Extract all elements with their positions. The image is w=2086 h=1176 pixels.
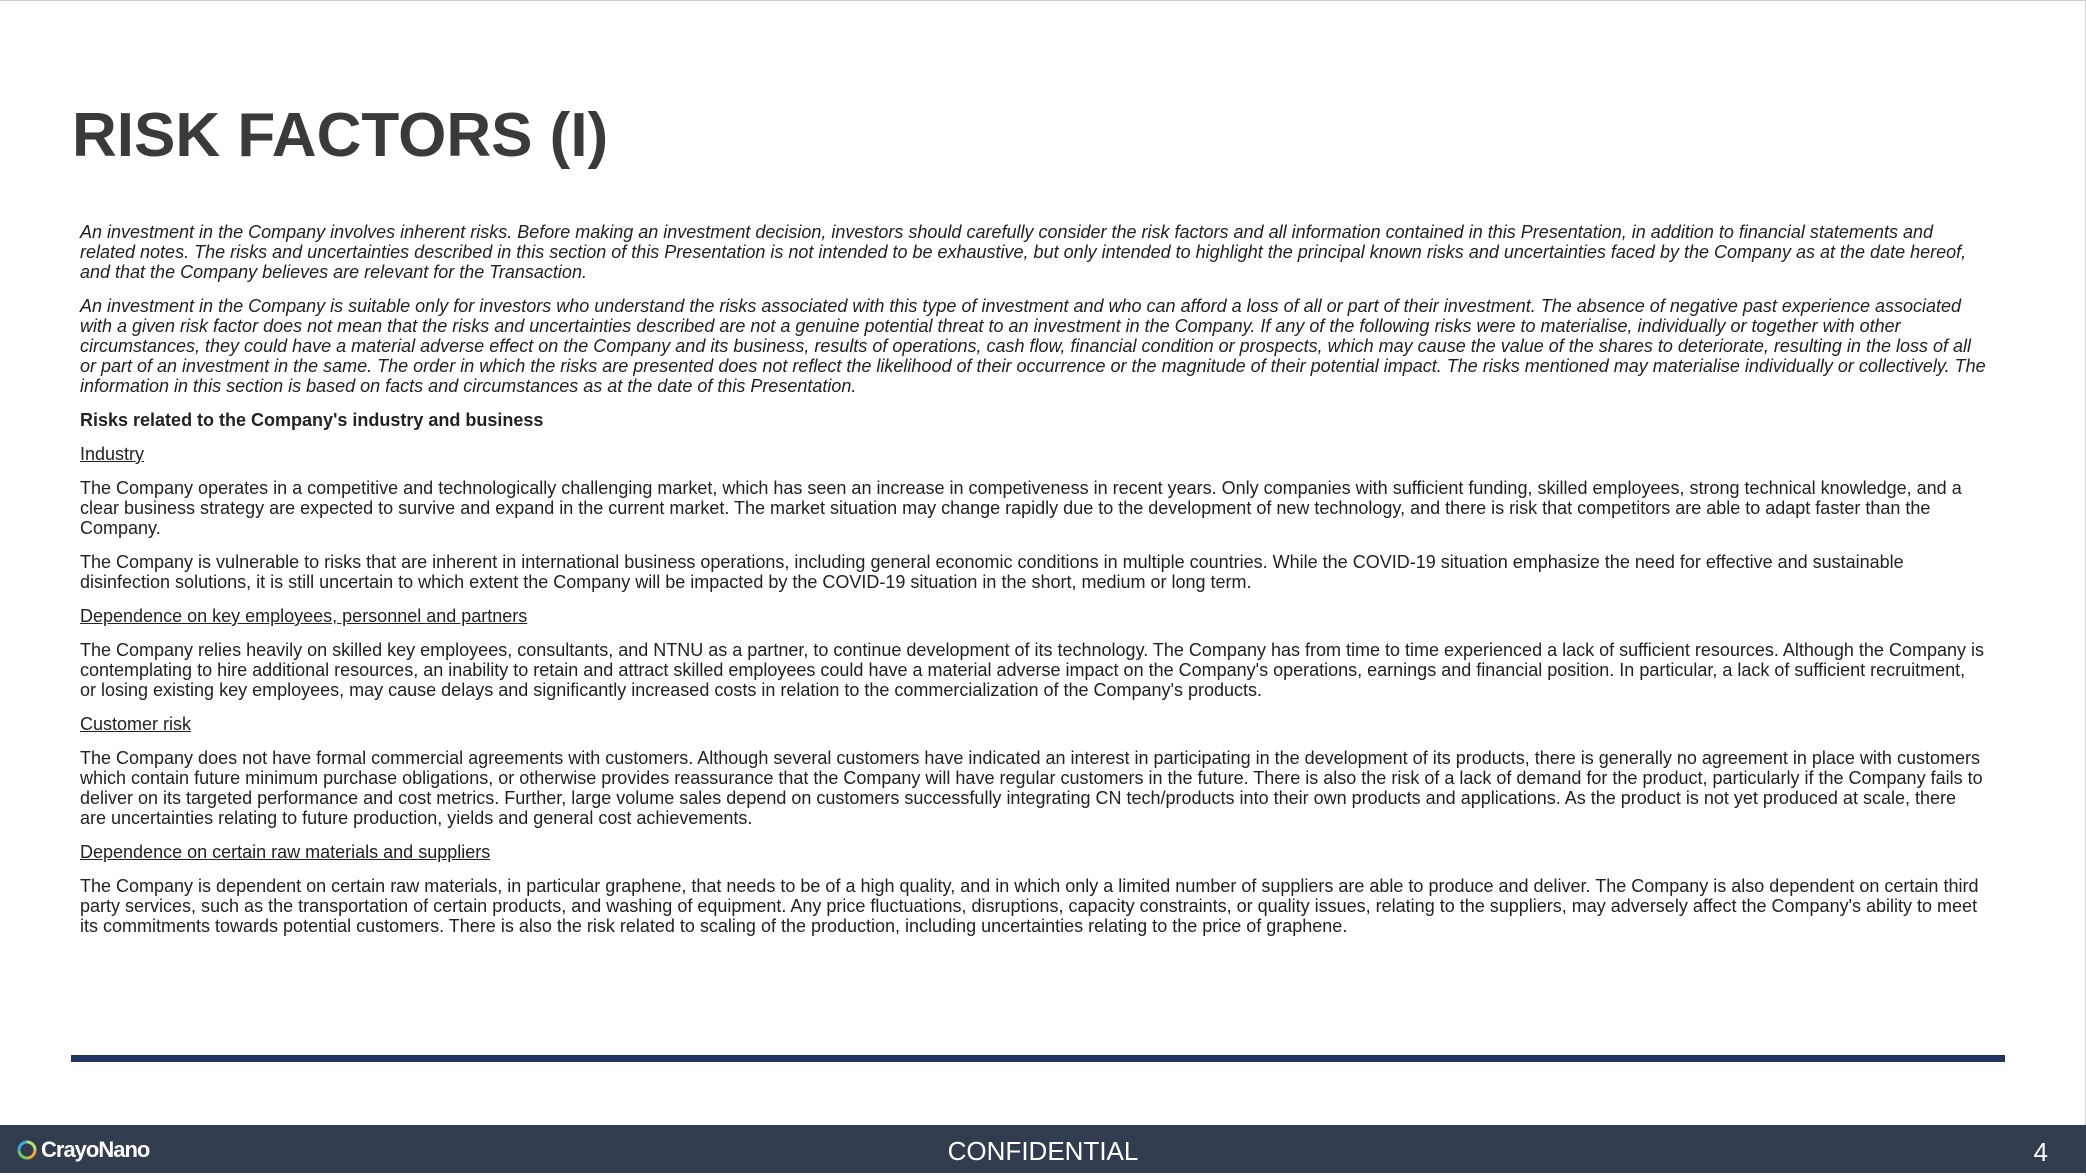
- page-number: 4: [2033, 1137, 2048, 1167]
- risk-factors-body: [80, 222, 1986, 950]
- top-border: [0, 0, 2086, 1]
- intro-paragraph: An investment in the Company involves inherent risks. Before making an investment decision, investors should carefully consider the risk factors and all information contained in this Presentation, in addition to financial statements and related notes. The risks and uncertainties described in this section of this Presentation is not intended to be exhaustive, but only intended to highlight the principal known risks and uncertainties faced by the Company as at the date hereof, and that the Company believes are relevant for the Transaction.: [80, 222, 1967, 282]
- confidential-label: CONFIDENTIAL: [947, 1136, 1139, 1166]
- footer-bar: [0, 1125, 2086, 1173]
- subheading-customer-risk: Customer risk: [80, 714, 192, 734]
- intro-paragraph: An investment in the Company is suitable only for investors who understand the risks associated with this type of investment and who can afford a loss of all or part of their investment. The absence of negative past experience associated with a given risk factor does not mean that the risks and uncertainties described are not a genuine potential threat to an investment in the Company. If any of the following risks were to materialise, individually or together with other circumstances, they could have a material adverse effect on the Company and its business, results of operations, cash flow, financial condition or prospects, which may cause the value of the shares to deteriorate, resulting in the loss of all or part of an investment in the same. The order in which the risks are presented does not reflect the likelihood of their occurrence or the magnitude of their potential impact. The risks mentioned may materialise individually or collectively. The information in this section is based on facts and circumstances as at the date of this Presentation.: [80, 296, 1986, 396]
- subheading-raw-materials: Dependence on certain raw materials and suppliers: [80, 842, 491, 862]
- footer-divider: [71, 1055, 2005, 1062]
- subheading-industry: Industry: [80, 444, 145, 464]
- subheading-key-employees: Dependence on key employees, personnel and partners: [80, 606, 528, 626]
- page-title: RISK FACTORS (I): [72, 101, 609, 170]
- body-paragraph: The Company does not have formal commercial agreements with customers. Although several customers have indicated an interest in participating in the development of its products, there is generally no agreement in place with customers which contain future minimum purchase obligations, or otherwise provides reassurance that the Company will have regular customers in the future. There is also the risk of a lack of demand for the product, particularly if the Company fails to deliver on its targeted performance and cost metrics. Further, large volume sales depend on customers successfully integrating CN tech/products into their own products and applications. As the product is not yet produced at scale, there are uncertainties relating to future production, yields and general cost achievements.: [80, 748, 1983, 828]
- section-heading: Risks related to the Company's industry and business: [80, 410, 544, 430]
- body-paragraph: The Company relies heavily on skilled key employees, consultants, and NTNU as a partner, to continue development of its technology. The Company has from time to time experienced a lack of sufficient resources. Although the Company is contemplating to hire additional resources, an inability to retain and attract skilled employees could have a material adverse impact on the Company's operations, earnings and financial position. In particular, a lack of sufficient recruitment, or losing existing key employees, may cause delays and significantly increased costs in relation to the commercialization of the Company's products.: [80, 640, 1984, 700]
- body-paragraph: The Company operates in a competitive and technologically challenging market, which has seen an increase in competiveness in recent years. Only companies with sufficient funding, skilled employees, strong technical knowledge, and a clear business strategy are expected to survive and expand in the current market. The market situation may change rapidly due to the development of new technology, and there is risk that competitors are able to adapt faster than the Company.: [80, 478, 1962, 538]
- body-paragraph: The Company is vulnerable to risks that are inherent in international business operations, including general economic conditions in multiple countries. While the COVID-19 situation emphasize the need for effective and sustainable disinfection solutions, it is still uncertain to which extent the Company will be impacted by the COVID-19 situation in the short, medium or long term.: [80, 552, 1904, 592]
- body-paragraph: The Company is dependent on certain raw materials, in particular graphene, that needs to be of a high quality, and in which only a limited number of suppliers are able to produce and deliver. The Company is also dependent on certain third party services, such as the transportation of certain products, and washing of equipment. Any price fluctuations, disruptions, capacity constraints, or quality issues, relating to the suppliers, may adversely affect the Company's ability to meet its commitments towards potential customers. There is also the risk related to scaling of the production, including uncertainties relating to the price of graphene.: [80, 876, 1979, 936]
- logo-wordmark: CrayoNano: [41, 1137, 150, 1162]
